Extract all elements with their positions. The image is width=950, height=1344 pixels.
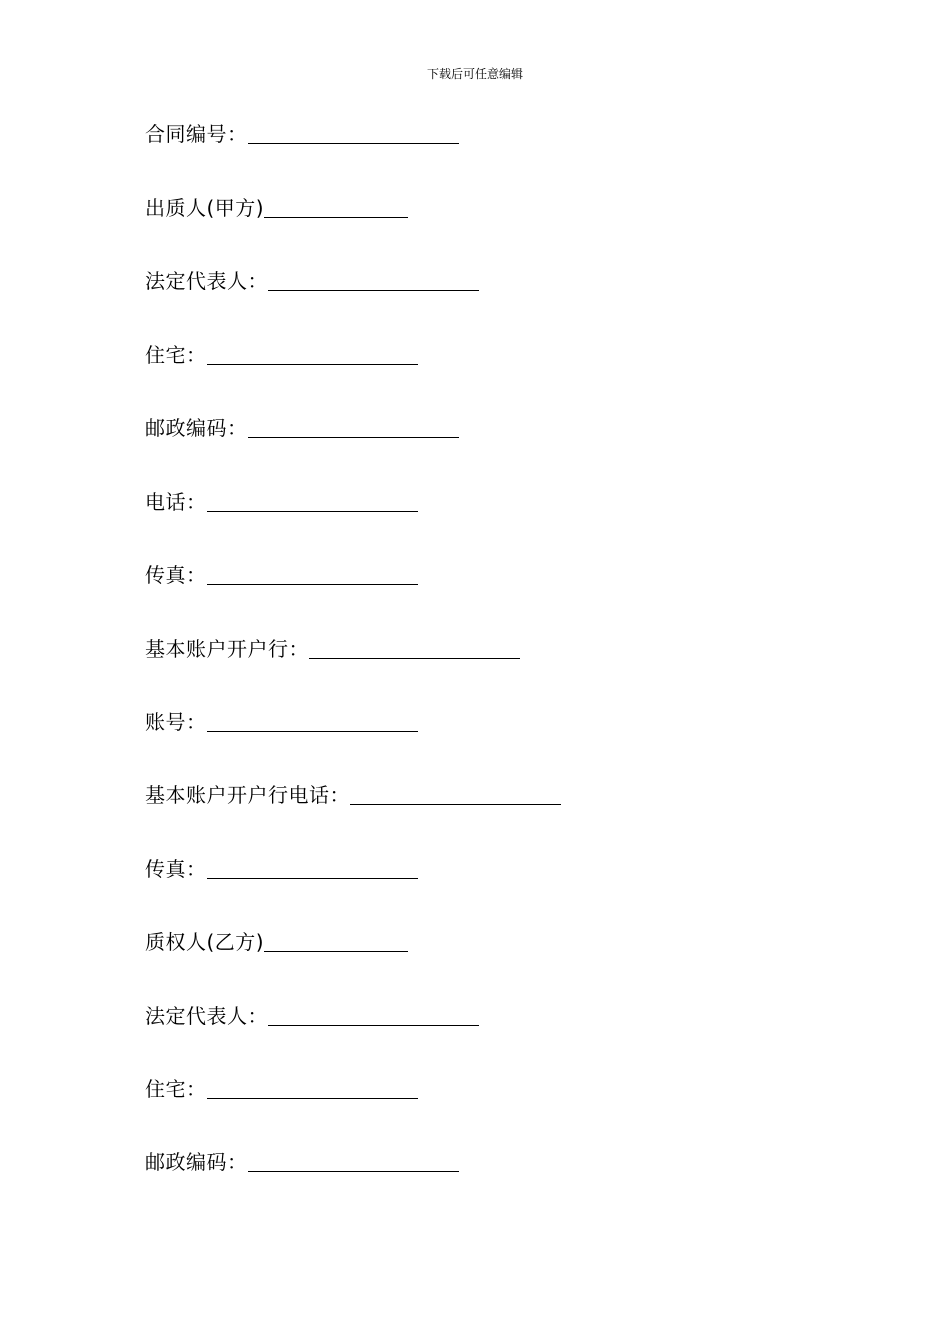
fill-in-blank	[207, 364, 418, 365]
fill-in-blank	[207, 1098, 418, 1099]
fill-in-blank	[264, 217, 408, 218]
telephone-field	[145, 486, 418, 516]
account-number-field	[145, 706, 418, 736]
field-label: 传真：	[145, 857, 207, 881]
fill-in-blank	[264, 951, 408, 952]
field-label: 法定代表人：	[145, 1004, 268, 1028]
field-label: 法定代表人：	[145, 269, 268, 293]
fill-in-blank	[248, 437, 459, 438]
fill-in-blank	[248, 143, 459, 144]
contract-number-field	[145, 118, 459, 148]
field-label: 基本账户开户行电话：	[145, 783, 350, 807]
field-label: 质权人(乙方)	[145, 930, 265, 954]
field-label: 电话：	[145, 490, 207, 514]
field-label: 邮政编码：	[145, 1150, 248, 1174]
fill-in-blank	[207, 584, 418, 585]
legal-representative-field	[145, 1000, 479, 1030]
legal-representative-field	[145, 265, 479, 295]
fill-in-blank	[207, 878, 418, 879]
fill-in-blank	[268, 290, 479, 291]
fax-field	[145, 853, 418, 883]
field-label: 账号：	[145, 710, 207, 734]
field-label: 住宅：	[145, 343, 207, 367]
fill-in-blank	[350, 804, 561, 805]
field-label: 住宅：	[145, 1077, 207, 1101]
fill-in-blank	[207, 511, 418, 512]
field-label: 出质人(甲方)	[145, 196, 265, 220]
field-label: 传真：	[145, 563, 207, 587]
postal-code-field	[145, 1146, 459, 1176]
fax-field	[145, 559, 418, 589]
pledgor-party-a-field	[145, 192, 408, 222]
postal-code-field	[145, 412, 459, 442]
page-header: 下载后可任意编辑	[426, 67, 523, 81]
field-label: 邮政编码：	[145, 416, 248, 440]
residence-field	[145, 1073, 418, 1103]
basic-account-bank-field	[145, 633, 520, 663]
residence-field	[145, 339, 418, 369]
field-label: 合同编号：	[145, 122, 248, 146]
fill-in-blank	[207, 731, 418, 732]
fill-in-blank	[268, 1025, 479, 1026]
fill-in-blank	[309, 658, 520, 659]
fill-in-blank	[248, 1171, 459, 1172]
basic-account-bank-phone-field	[145, 779, 561, 809]
field-label: 基本账户开户行：	[145, 637, 309, 661]
pledgee-party-b-field	[145, 926, 408, 956]
